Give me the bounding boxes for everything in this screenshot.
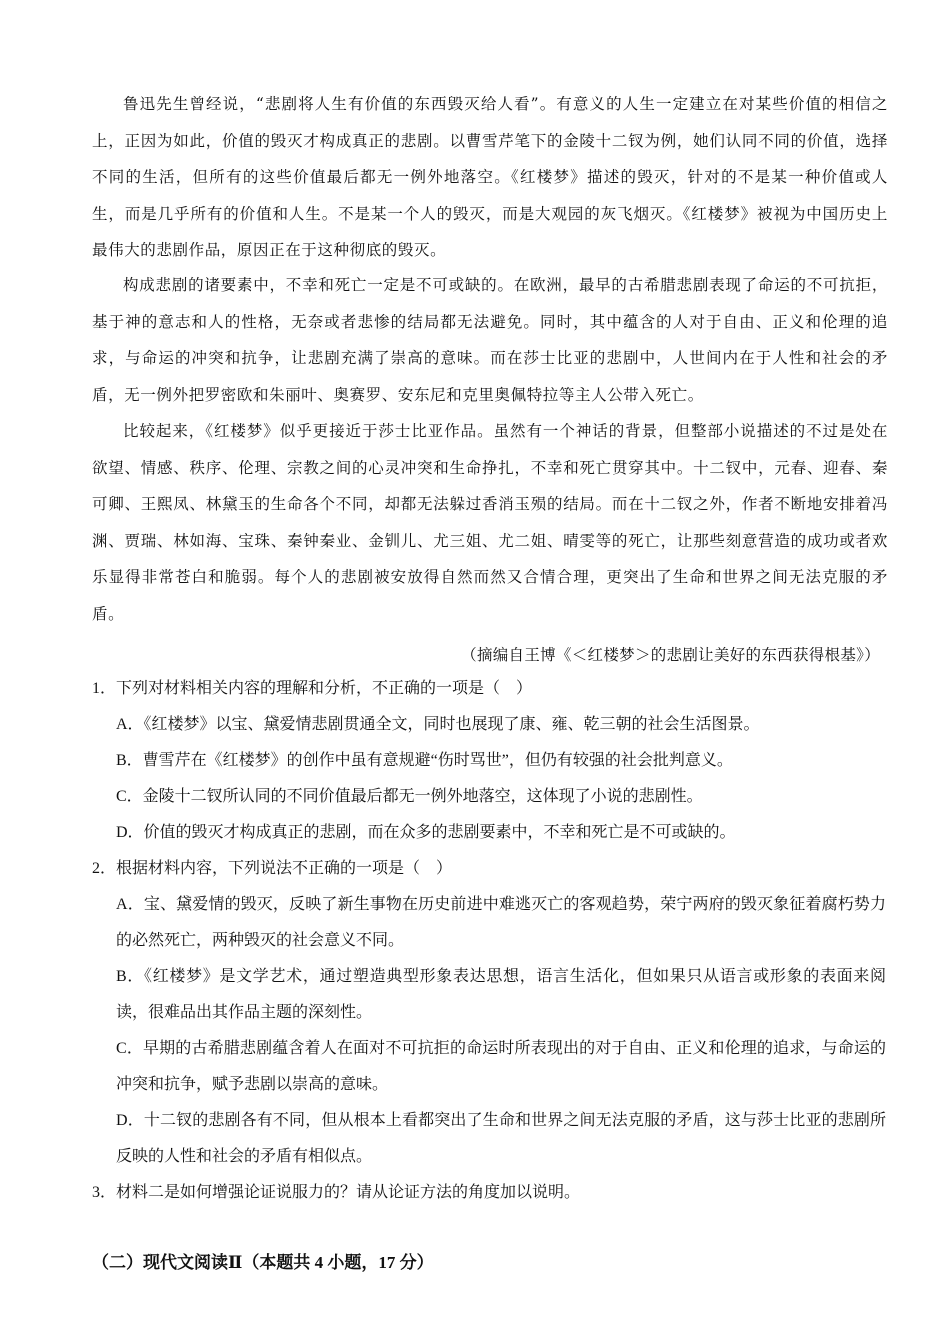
question-2-stem: 2．根据材料内容，下列说法不正确的一项是（ ） — [92, 860, 453, 877]
passage-paragraph-3: 比较起来，《红楼梦》似乎更接近于莎士比亚作品。虽然有一个神话的背景，但整部小说描述的不过是处在欲望、情感、秩序、伦理、宗教之间的心灵冲突和生命挣扎，不幸和死亡贯穿其中。十二钗中，元春、迎春、秦可卿、王熙凤、林黛玉的生命各个不同，却都无法躲过香消玉殒的结局。而在十二钗之外，作者不断地安排着冯渊、贾瑞、林如海、宝珠、秦钟秦业、金钏儿、尤三姐、尤二姐、晴雯等的死亡，让那些刻意营造的成功或者欢乐显得非常苍白和脆弱。每个人的悲剧被安放得自然而然又合情合理，更突出了生命和世界之间无法克服的矛盾。 — [92, 422, 888, 623]
question-1-option-c: C．金陵十二钗所认同的不同价值最后都无一例外地落空，这体现了小说的悲剧性。 — [116, 788, 703, 805]
question-2-option-d: D．十二钗的悲剧各有不同，但从根本上看都突出了生命和世界之间无法克服的矛盾，这与莎士比亚的悲剧所反映的人性和社会的矛盾有相似点。 — [116, 1112, 886, 1165]
question-1-option-a: A．《红楼梦》以宝、黛爱情悲剧贯通全文，同时也展现了康、雍、乾三朝的社会生活图景。 — [116, 716, 760, 733]
question-1-option-b: B．曹雪芹在《红楼梦》的创作中虽有意规避“伤时骂世”，但仍有较强的社会批判意义。 — [116, 752, 733, 769]
passage-source-citation: （摘编自王博《＜红楼梦＞的悲剧让美好的东西获得根基》） — [461, 646, 880, 664]
passage-paragraph-2: 构成悲剧的诸要素中，不幸和死亡一定是不可或缺的。在欧洲，最早的古希腊悲剧表现了命运的不可抗拒，基于神的意志和人的性格，无奈或者悲惨的结局都无法避免。同时，其中蕴含的人对于自由、正义和伦理的追求，与命运的冲突和抗争，让悲剧充满了崇高的意味。而在莎士比亚的悲剧中，人世间内在于人性和社会的矛盾，无一例外把罗密欧和朱丽叶、奥赛罗、安东尼和克里奥佩特拉等主人公带入死亡。 — [92, 276, 888, 404]
passage-paragraph-1: 鲁迅先生曾经说，“悲剧将人生有价值的东西毁灭给人看”。有意义的人生一定建立在对某些价值的相信之上，正因为如此，价值的毁灭才构成真正的悲剧。以曹雪芹笔下的金陵十二钗为例，她们认同不同的价值，选择不同的生活，但所有的这些价值最后都无一例外地落空。《红楼梦》描述的毁灭，针对的不是某一种价值或人生，而是几乎所有的价值和人生。不是某一个人的毁灭，而是大观园的灰飞烟灭。《红楼梦》被视为中国历史上最伟大的悲剧作品，原因正在于这种彻底的毁灭。 — [92, 95, 888, 259]
question-2-option-c: C．早期的古希腊悲剧蕴含着人在面对不可抗拒的命运时所表现出的对于自由、正义和伦理的追求，与命运的冲突和抗争，赋予悲剧以崇高的意味。 — [116, 1040, 886, 1093]
question-3-stem: 3．材料二是如何增强论证说服力的？请从论证方法的角度加以说明。 — [92, 1184, 581, 1201]
question-2-option-b: B．《红楼梦》是文学艺术，通过塑造典型形象表达思想，语言生活化，但如果只从语言或形象的表面来阅读，很难品出其作品主题的深刻性。 — [116, 968, 886, 1021]
question-1-option-d: D．价值的毁灭才构成真正的悲剧，而在众多的悲剧要素中，不幸和死亡是不可或缺的。 — [116, 824, 736, 841]
question-1-stem: 1．下列对材料相关内容的理解和分析，不正确的一项是（ ） — [92, 680, 533, 697]
section-heading: （二）现代文阅读Ⅱ（本题共 4 小题，17 分） — [92, 1253, 434, 1272]
question-2-option-a: A．宝、黛爱情的毁灭，反映了新生事物在历史前进中难逃灭亡的客观趋势，荣宁两府的毁灭象征着腐朽势力的必然死亡，两种毁灭的社会意义不同。 — [116, 896, 886, 949]
